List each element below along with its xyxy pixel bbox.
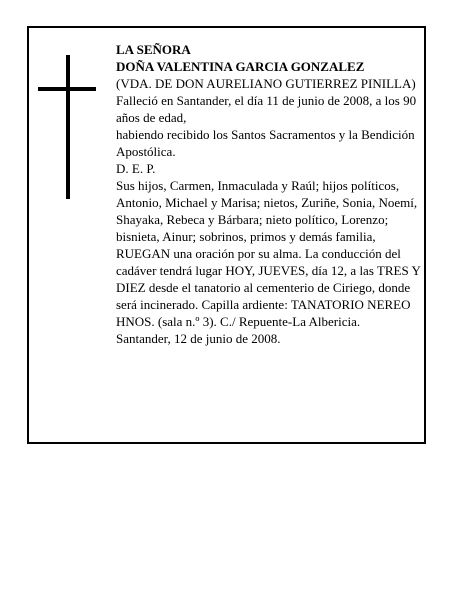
death-details: Falleció en Santander, el día 11 de junio de 2008, a los 90 años de edad, xyxy=(116,93,417,125)
obituary-notice xyxy=(27,26,426,444)
funeral-details: RUEGAN una oración por su alma. La conducción del cadáver tendrá lugar HOY, JUEVES, día 12, a las TRES Y DIEZ desde el tanatorio al cementerio de Ciriego, donde será incinerado. Capilla ardiente: TANATORIO NEREO HNOS. (sala n.º 3). C./ Repuente-La Albericia. xyxy=(116,246,421,329)
sacraments-line: habiendo recibido los Santos Sacramentos y la Bendición Apostólica. xyxy=(116,127,415,159)
cross-vertical-bar xyxy=(66,55,70,199)
cross-horizontal-bar xyxy=(38,87,96,91)
family-list: Sus hijos, Carmen, Inmaculada y Raúl; hijos políticos, Antonio, Michael y Marisa; nietos, Zuriñe, Sonia, Noemí, Shayaka, Rebeca y Bárbara; nieto político, Lorenzo; bisnieta, Ainur; sobrinos, primos y demás familia, xyxy=(116,178,418,244)
rip-line: D. E. P. xyxy=(116,161,156,176)
deceased-name: DOÑA VALENTINA GARCIA GONZALEZ xyxy=(116,59,365,74)
obituary-text xyxy=(116,41,422,347)
widow-of: (VDA. DE DON AURELIANO GUTIERREZ PINILLA) xyxy=(116,76,416,91)
title-line: LA SEÑORA xyxy=(116,42,191,57)
place-date: Santander, 12 de junio de 2008. xyxy=(116,331,281,346)
cross-icon xyxy=(38,55,96,199)
